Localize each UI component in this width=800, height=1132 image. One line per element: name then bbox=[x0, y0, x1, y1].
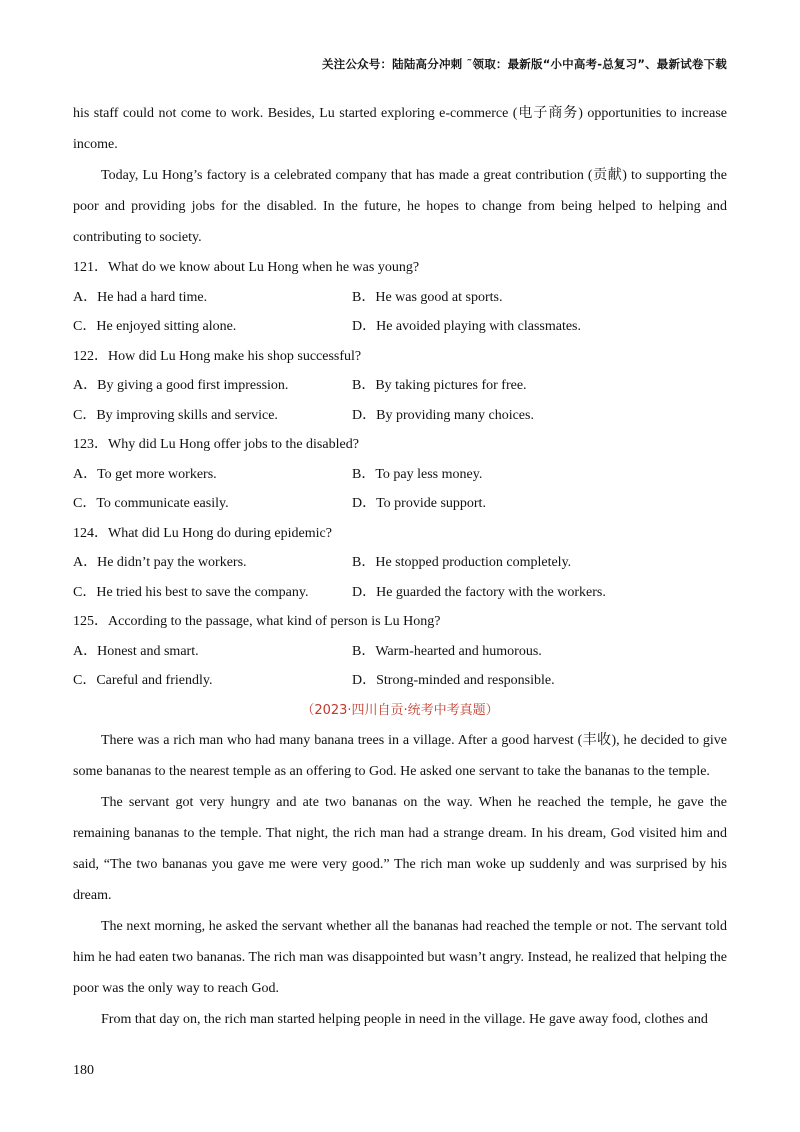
question-block bbox=[73, 253, 727, 342]
option-a: A．He had a hard time. bbox=[73, 289, 208, 305]
option-a: A．Honest and smart. bbox=[73, 643, 199, 659]
option-d: D．To provide support. bbox=[352, 496, 486, 511]
paragraph: From that day on, the rich man started helping people in need in the village. He gave away food, clothes and bbox=[101, 1012, 708, 1027]
option-d: D．By providing many choices. bbox=[352, 407, 534, 423]
paragraph: There was a rich man who had many banana trees in a village. After a good harvest (丰收), he decided to give some bananas to the nearest temple as an offering to God. He asked one servant to take the bananas to the temple. bbox=[73, 733, 727, 779]
option-b: B．To pay less money. bbox=[352, 466, 483, 482]
option-c: C．By improving skills and service. bbox=[73, 407, 278, 423]
option-a: A．To get more workers. bbox=[73, 466, 217, 482]
option-c: C．He enjoyed sitting alone. bbox=[73, 319, 237, 334]
option-b: B．By taking pictures for free. bbox=[352, 378, 527, 393]
question-block bbox=[73, 607, 727, 696]
question-stem: 123．Why did Lu Hong offer jobs to the disabled? bbox=[73, 437, 359, 452]
options-row bbox=[73, 548, 727, 578]
question-block bbox=[73, 342, 727, 431]
question-stem: 125．According to the passage, what kind of person is Lu Hong? bbox=[73, 614, 441, 629]
options-row bbox=[73, 460, 727, 490]
paragraph: The next morning, he asked the servant whether all the bananas had reached the temple or not. The servant told him he had eaten two bananas. The rich man was disappointed but wasn’t angry. Instead, he realized that helping the poor was the only way to reach God. bbox=[73, 919, 727, 996]
options-row bbox=[73, 489, 727, 519]
option-b: B．He was good at sports. bbox=[352, 289, 503, 305]
options-row bbox=[73, 578, 727, 608]
source-citation: （2023·四川自贡·统考中考真题） bbox=[301, 702, 499, 718]
question-block bbox=[73, 519, 727, 608]
question-block bbox=[73, 430, 727, 519]
option-c: C．He tried his best to save the company. bbox=[73, 584, 309, 600]
options-row bbox=[73, 312, 727, 342]
question-stem: 121．What do we know about Lu Hong when he was young? bbox=[73, 260, 420, 275]
options-row bbox=[73, 371, 727, 401]
option-b: B．Warm-hearted and humorous. bbox=[352, 643, 542, 659]
options-row bbox=[73, 666, 727, 696]
option-d: D．Strong-minded and responsible. bbox=[352, 673, 555, 688]
paragraph: The servant got very hungry and ate two bananas on the way. When he reached the temple, he gave the remaining bananas to the temple. That night, the rich man had a strange dream. In his dream, God visited him and said, “The two bananas you gave me were very good.” The rich man woke up suddenly and was surprised by his dream. bbox=[73, 795, 727, 903]
question-stem: 122．How did Lu Hong make his shop successful? bbox=[73, 348, 362, 364]
paragraph: Today, Lu Hong’s factory is a celebrated company that has made a great contribution (贡献) to supporting the poor and providing jobs for the disabled. In the future, he hopes to change from being helped to helping and contributing to society. bbox=[73, 168, 727, 245]
page-header: 关注公众号：陆陆高分冲刺 ˜领取：最新版“小中高考-总复习”、最新试卷下载 bbox=[321, 57, 727, 71]
option-c: C．To communicate easily. bbox=[73, 496, 229, 511]
options-row bbox=[73, 283, 727, 313]
document-body bbox=[73, 98, 727, 1035]
options-row bbox=[73, 637, 727, 667]
option-d: D．He avoided playing with classmates. bbox=[352, 319, 582, 334]
option-b: B．He stopped production completely. bbox=[352, 555, 572, 570]
question-stem: 124．What did Lu Hong do during epidemic? bbox=[73, 525, 332, 541]
option-a: A．He didn’t pay the workers. bbox=[73, 555, 247, 570]
option-a: A．By giving a good first impression. bbox=[73, 378, 289, 393]
options-row bbox=[73, 401, 727, 431]
option-c: C．Careful and friendly. bbox=[73, 673, 213, 688]
page-number: 180 bbox=[73, 1063, 94, 1078]
paragraph: his staff could not come to work. Besides, Lu started exploring e-commerce (电子商务) opportunities to increase income. bbox=[73, 106, 727, 152]
option-d: D．He guarded the factory with the workers. bbox=[352, 584, 606, 600]
